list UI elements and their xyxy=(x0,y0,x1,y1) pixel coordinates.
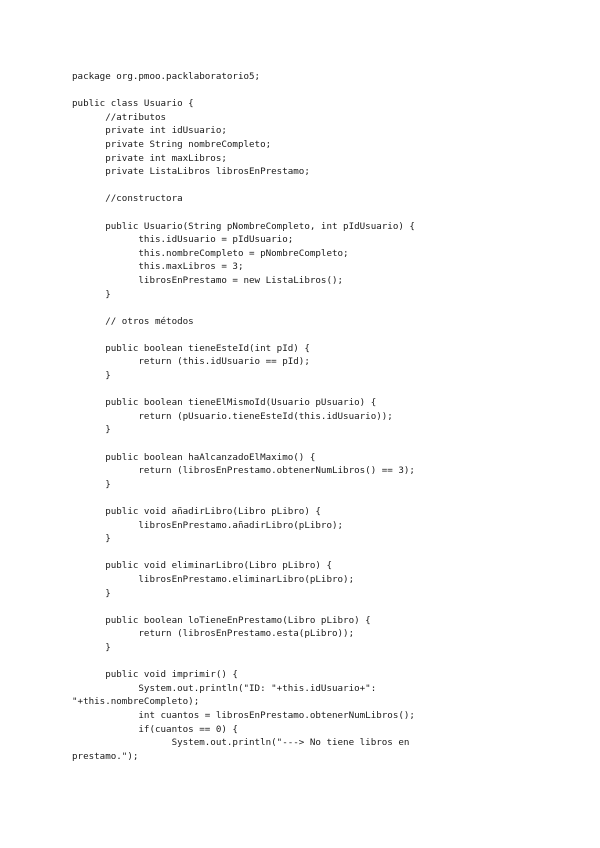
code-line: "+this.nombreCompleto); xyxy=(72,696,200,708)
code-line: public boolean haAlcanzadoElMaximo() { xyxy=(72,451,316,463)
code-line: } xyxy=(72,478,111,490)
code-line: } xyxy=(72,533,111,545)
code-line: package org.pmoo.packlaboratorio5; xyxy=(72,71,261,82)
code-line xyxy=(72,301,552,315)
code-line: int cuantos = librosEnPrestamo.obtenerNumLibros(); xyxy=(72,709,415,721)
code-line: this.maxLibros = 3; xyxy=(72,261,244,273)
code-line: return (this.idUsuario == pId); xyxy=(72,356,310,368)
code-line: public void añadirLibro(Libro pLibro) { xyxy=(72,506,321,517)
code-line xyxy=(72,179,552,193)
code-line: //atributos xyxy=(72,111,167,123)
code-line: } xyxy=(72,424,111,436)
code-line: System.out.println("---> No tiene libros en xyxy=(72,737,410,749)
code-line: librosEnPrestamo.eliminarLibro(pLibro); xyxy=(72,573,355,585)
code-line: librosEnPrestamo = new ListaLibros(); xyxy=(72,274,344,286)
code-line xyxy=(72,655,552,669)
code-line xyxy=(72,84,552,98)
code-line xyxy=(72,600,552,614)
code-line: private ListaLibros librosEnPrestamo; xyxy=(72,166,310,178)
code-line: return (librosEnPrestamo.obtenerNumLibros() == 3); xyxy=(72,465,415,477)
code-line: librosEnPrestamo.añadirLibro(pLibro); xyxy=(72,519,344,531)
code-line: public boolean loTieneEnPrestamo(Libro pLibro) { xyxy=(72,614,371,626)
code-line: return (librosEnPrestamo.esta(pLibro)); xyxy=(72,628,355,640)
code-line: public boolean tieneEsteId(int pId) { xyxy=(72,342,310,354)
code-line: // otros métodos xyxy=(72,315,194,327)
code-line: public void imprimir() { xyxy=(72,669,238,681)
code-line: } xyxy=(72,641,111,653)
code-line xyxy=(72,437,552,451)
code-line: } xyxy=(72,288,111,300)
code-line: } xyxy=(72,370,111,382)
code-line: prestamo."); xyxy=(72,750,139,762)
code-line xyxy=(72,206,552,220)
code-line: public Usuario(String pNombreCompleto, int pIdUsuario) { xyxy=(72,220,415,232)
code-line: public class Usuario { xyxy=(72,98,194,110)
code-line: this.idUsuario = pIdUsuario; xyxy=(72,234,294,246)
code-line: private String nombreCompleto; xyxy=(72,138,272,150)
code-line: private int idUsuario; xyxy=(72,125,227,137)
code-line xyxy=(72,328,552,342)
code-line xyxy=(72,383,552,397)
code-line xyxy=(72,491,552,505)
code-line: //constructora xyxy=(72,193,183,205)
code-line: if(cuantos == 0) { xyxy=(72,723,238,735)
code-line: return (pUsuario.tieneEsteId(this.idUsuario)); xyxy=(72,410,393,422)
code-line: private int maxLibros; xyxy=(72,152,227,164)
code-line xyxy=(72,546,552,560)
java-source-code xyxy=(72,70,552,763)
code-line: public boolean tieneElMismoId(Usuario pUsuario) { xyxy=(72,397,377,409)
code-line: public void eliminarLibro(Libro pLibro) { xyxy=(72,560,332,572)
code-line: } xyxy=(72,587,111,599)
code-line: this.nombreCompleto = pNombreCompleto; xyxy=(72,247,349,259)
code-line: System.out.println("ID: "+this.idUsuario+": xyxy=(72,682,377,694)
